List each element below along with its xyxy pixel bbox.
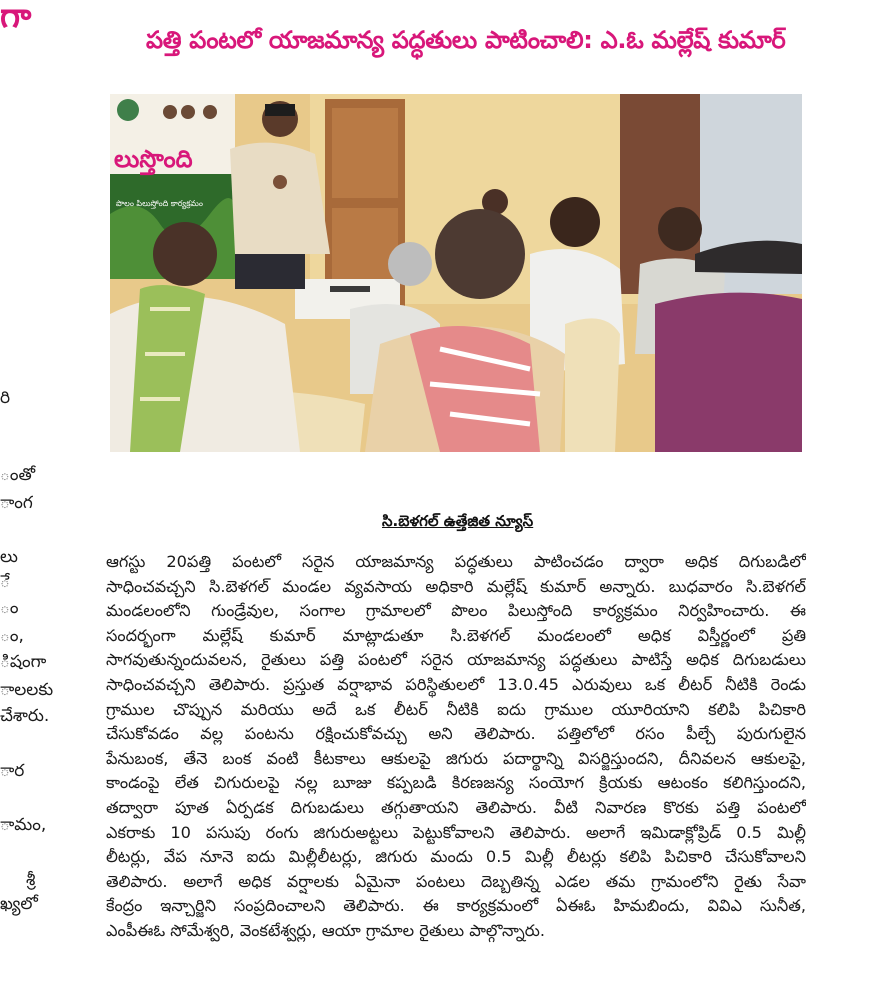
fragment-text: ే [0,572,10,592]
body-line: లీటర్లు, వేప నూనె ఐదు మిల్లీలీటర్లు, జిగురు మందు 0.5 మిల్లీ లీటర్లు కలిపి పిచికారి చేసుకోవాలని [106,847,806,867]
body-line: కాండంపై లేత చిగురులపై నల్ల బూజు కప్పబడి కిరణజన్య సంయోగ క్రియకు ఆటంకం కలిగిస్తుందని, [106,773,806,793]
fragment-text: చేశారు. [0,706,50,726]
fragment-text: ఖ్యలో [0,894,38,914]
article-body [106,550,806,944]
body-line: ఎంపీఈఓ సోమేశ్వరి, వెంకటేశ్వర్లు, ఆయా గ్రామాల రైతులు పాల్గొన్నారు. [106,920,546,940]
fragment-text: శ్రీ [26,870,36,890]
fragment-text: రి [0,388,11,408]
fragment-text: ాంగ [0,493,33,513]
body-line: ఆగస్టు 20పత్తి పంటలో సరైన యాజమాన్య పద్ధతులు పాటించడం ద్వారా అధిక దిగుబడిలో [106,552,806,571]
body-line: సాగవుతున్నందువలన, రైతులు పత్తి పంటలో సరైన యాజమాన్య పద్ధతులు పాటిస్తే అధిక దిగుబడులు [106,650,806,670]
body-line: మండలంలోని గుండ్రేవుల, సంగాల గ్రామాలలో పొలం పిలుస్తోంది కార్యక్రమం నిర్వహించారు. ఈ [106,601,806,621]
body-line: ఎకరాకు 10 పసుపు రంగు జిగురుఅట్టలు పెట్టుకోవాలని తెలిపారు. అలాగే ఇమిడాక్లోప్రిడ్ 0.5 మిల్లీ [106,822,806,842]
fragment-text: ం [0,598,19,618]
fragment-text: ిషంగా [0,652,47,672]
fragment-text: ార [0,761,25,781]
banner-subtitle: పొలం పిలుస్తోంది కార్యక్రమం [116,199,203,208]
body-line: కేంద్రం ఇన్చార్జిని సంప్రదించాలని తెలిపారు. ఈ కార్యక్రమంలో ఏఈఓ హిమబిందు, వివిఎ సునీత, [106,896,806,916]
fragment-text: ాలలకు [0,680,54,700]
body-line: తెలిపారు. అలాగే అధిక వర్షాలకు ఏమైనా పంటలు దెబ్బతిన్న ఎడల తమ గ్రామంలోని రైతు సేవా [106,871,806,891]
body-line: సందర్భంగా మల్లేష్ కుమార్ మాట్లాడుతూ సి.బెళగల్ మండలంలో అధిక విస్తీర్ణంలో ప్రతి [106,625,806,645]
dateline: సి.బెళగల్ ఉత్తేజిత న్యూస్ [382,512,534,530]
article-headline: పత్తి పంటలో యాజమాన్య పద్ధతులు పాటించాలి: ఎ.ఓ మల్లేష్ కుమార్ [146,26,786,54]
body-line: చేసుకోవడం వల్ల పంటను రక్షించుకోవచ్చు అని తెలిపారు. పత్తిలోలో రసం పీల్చే పురుగులైన [106,724,806,744]
body-line: తద్వారా పూత ఏర్పడక దిగుబడులు తగ్గుతాయని తెలిపారు. వీటి నివారణ కొరకు పత్తి పంటలో [106,797,806,817]
banner-title: లుస్తొంది [114,145,193,173]
article-photo [110,94,802,452]
masthead-fragment: గా [0,0,32,36]
fragment-text: లు [0,547,18,567]
body-line: గ్రాముల చొప్పున మరియు అదే ఒక లీటర్ నీటికి ఐదు గ్రాముల యూరియాని కలిపి పిచికారి [106,699,806,719]
body-line: పేనుబంక, తేనె బంక వంటి కీటకాలు ఆకులపై జిగురు పదార్థాన్ని విసర్జిస్తుందని, దీనివలన ఆకులపై, [106,748,806,768]
fragment-text: ంతో [0,465,36,485]
fragment-text: ం, [0,626,24,646]
body-line: సాధించవచ్చని తెలిపారు. ప్రస్తుత వర్షాభావ పరిస్థితులలో 13.0.45 ఎరువులు ఒక లీటర్ నీటికి రెండు [106,674,806,694]
fragment-text: ామం, [0,815,47,835]
body-line: సాధించవచ్చని సి.బెళగల్ మండల వ్యవసాయ అధికారి మల్లేష్ కుమార్ అన్నారు. బుధవారం సి.బెళగల్ [106,576,806,596]
